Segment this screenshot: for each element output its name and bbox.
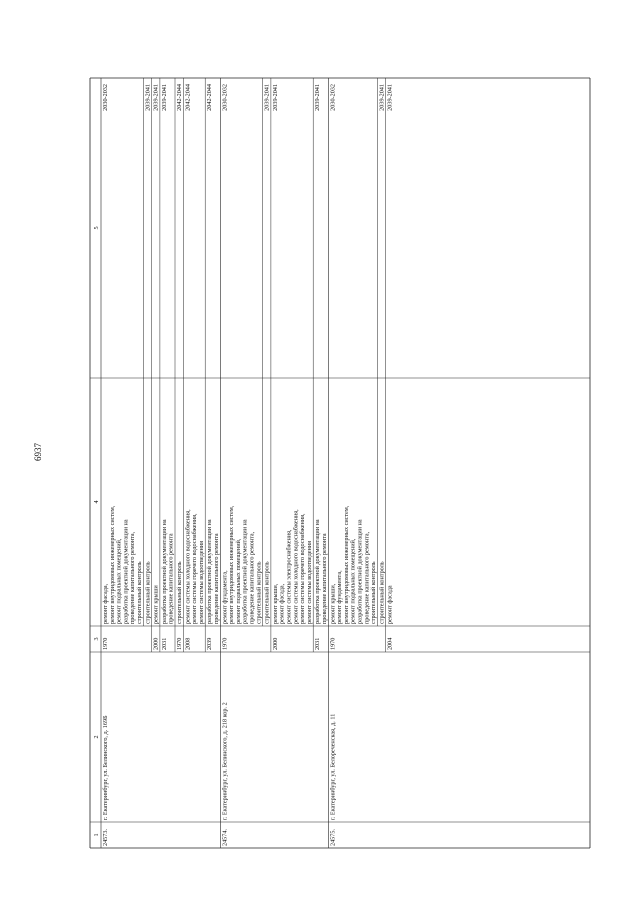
work-description: строительный контроль bbox=[255, 561, 263, 624]
entry-number: 24574. bbox=[221, 828, 229, 846]
work-period: 2039-2041 bbox=[314, 84, 322, 111]
work-description: ремонт системы горячего водоснабжения, bbox=[299, 513, 307, 624]
work-description: проведение капитального ремонта, bbox=[363, 531, 371, 624]
work-period: 2039-2041 bbox=[378, 84, 386, 111]
year-value: 1970 bbox=[176, 637, 183, 650]
year-value: 1970 bbox=[221, 637, 229, 650]
work-period: 2042-2044 bbox=[176, 84, 183, 111]
work-description: ремонт внутридомовых инженерных систем, bbox=[228, 505, 236, 624]
work-description: ремонт системы горячего водоснабжения, bbox=[191, 513, 199, 624]
work-description: ремонт подвальных помещений, bbox=[349, 538, 357, 624]
work-description: ремонт фасада bbox=[386, 585, 394, 624]
work-description: ремонт системы электроснабжения, bbox=[285, 529, 293, 624]
work-description: ремонт системы водоотведения bbox=[197, 541, 205, 624]
work-description: ремонт подвальных помещений, bbox=[115, 538, 123, 624]
column-header-2: 2 bbox=[93, 735, 100, 739]
work-description: разработка проектной документации на bbox=[356, 519, 364, 624]
year-value: 1970 bbox=[102, 637, 109, 650]
year-value: 2000 bbox=[152, 637, 160, 650]
entry-address: г. Екатеринбург, ул. Белореченская, д. 11 bbox=[329, 713, 337, 820]
entry-number: 24575. bbox=[329, 828, 337, 846]
work-description: ремонт фундамента, bbox=[221, 570, 229, 624]
work-description: разработка проектной документации на bbox=[122, 519, 130, 624]
year-value: 2008 bbox=[184, 637, 192, 650]
work-description: разработка проектной документации на bbox=[206, 519, 214, 624]
work-description: ремонт фасада, bbox=[278, 583, 286, 624]
work-description: проведение капитального ремонта bbox=[213, 533, 220, 624]
entry-address: г. Екатеринбург, ул. Белинского, д. 218 кор. 2 bbox=[221, 702, 229, 820]
work-description: ремонт фундамента, bbox=[336, 570, 344, 624]
work-description: ремонт системы холодного водоснабжения, bbox=[184, 509, 192, 624]
work-period: 2042-2044 bbox=[184, 84, 192, 111]
column-header-5: 5 bbox=[93, 226, 100, 230]
year-value: 2031 bbox=[160, 637, 168, 650]
work-period: 2039-2041 bbox=[152, 84, 160, 111]
entry-number: 24573. bbox=[102, 828, 109, 846]
work-description: строительный контроль bbox=[370, 561, 378, 624]
work-description: проведение капитального ремонта bbox=[167, 533, 175, 624]
work-description: ремонт крыши, bbox=[271, 583, 279, 624]
work-description: разработка проектной документации на bbox=[160, 519, 168, 624]
work-description: ремонт фасада, bbox=[102, 583, 109, 624]
year-value: 2004 bbox=[386, 637, 394, 650]
work-period: 2039-2041 bbox=[160, 84, 168, 111]
work-description: ремонт крыши bbox=[152, 585, 160, 624]
work-description: строительный контроль bbox=[176, 561, 183, 624]
work-period: 2030-2032 bbox=[221, 84, 229, 111]
work-description: строительный контроль bbox=[378, 561, 386, 624]
work-description: проведение капитального ремонта, bbox=[129, 531, 137, 624]
work-description: строительный контроль bbox=[263, 561, 271, 624]
work-description: строительный контроль bbox=[136, 561, 143, 624]
work-description: строительный контроль bbox=[144, 561, 152, 624]
work-description: ремонт подвальных помещений, bbox=[234, 538, 242, 624]
year-value: 1970 bbox=[329, 637, 337, 650]
work-period: 2039-2041 bbox=[263, 84, 271, 111]
work-description: проведение капитального ремонта, bbox=[248, 531, 256, 624]
year-value: 2039 bbox=[206, 637, 214, 650]
work-period: 2030-2032 bbox=[102, 84, 109, 111]
year-value: 2000 bbox=[271, 637, 279, 650]
work-description: ремонт системы водоотведения bbox=[305, 541, 313, 624]
work-description: ремонт внутридомовых инженерных систем, bbox=[108, 505, 116, 624]
work-period: 2039-2041 bbox=[386, 84, 394, 111]
work-description: проведение капитального ремонта bbox=[321, 533, 328, 624]
work-description: ремонт системы холодного водоснабжения, bbox=[292, 509, 300, 624]
work-period: 2030-2032 bbox=[329, 84, 337, 111]
work-period: 2042-2044 bbox=[206, 84, 214, 111]
work-description: разработка проектной документации на bbox=[241, 519, 249, 624]
entry-address: г. Екатеринбург, ул. Белинского, д. 169Б bbox=[102, 715, 109, 820]
work-description: разработка проектной документации на bbox=[314, 519, 322, 624]
column-header-3: 3 bbox=[93, 637, 100, 641]
work-period: 2039-2041 bbox=[144, 84, 152, 111]
work-period: 2039-2041 bbox=[271, 84, 279, 111]
work-description: ремонт внутридомовых инженерных систем, bbox=[342, 505, 350, 624]
page-number-text: 6937 bbox=[33, 443, 43, 461]
work-description: ремонт крыши, bbox=[329, 583, 337, 624]
column-header-1: 1 bbox=[93, 833, 100, 837]
year-value: 2031 bbox=[314, 637, 322, 650]
column-header-4: 4 bbox=[93, 500, 100, 504]
